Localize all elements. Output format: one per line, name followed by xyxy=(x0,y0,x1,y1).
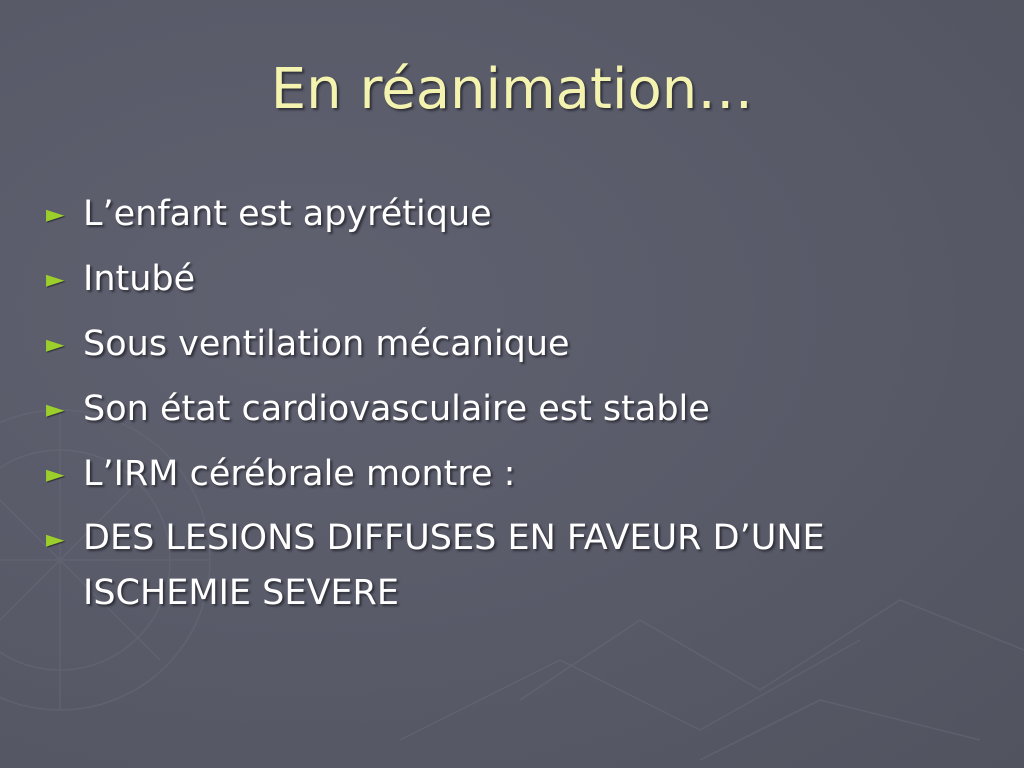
bullet-item xyxy=(46,381,986,438)
bullet-text: Sous ventilation mécanique xyxy=(83,324,570,364)
bullet-text: Son état cardiovasculaire est stable xyxy=(83,389,710,429)
bullet-arrow-icon: ► xyxy=(46,460,65,488)
bullet-arrow-icon: ► xyxy=(46,330,65,358)
bullet-item xyxy=(46,446,986,503)
slide-title: En réanimation… xyxy=(270,57,754,122)
bullet-list xyxy=(46,186,986,629)
bullet-arrow-icon: ► xyxy=(46,525,65,553)
bullet-item xyxy=(46,251,986,308)
bullet-text: L’enfant est apyrétique xyxy=(83,194,492,234)
bullet-arrow-icon: ► xyxy=(46,395,65,423)
bullet-item xyxy=(46,511,986,621)
bullet-text: DES LESIONS DIFFUSES EN FAVEUR D’UNE ISCHEMIE SEVERE xyxy=(83,518,825,613)
bullet-text: L’IRM cérébrale montre : xyxy=(83,454,516,494)
bullet-item xyxy=(46,316,986,373)
bullet-item xyxy=(46,186,986,243)
bullet-text: Intubé xyxy=(83,259,196,299)
bullet-arrow-icon: ► xyxy=(46,200,65,228)
bullet-arrow-icon: ► xyxy=(46,265,65,293)
